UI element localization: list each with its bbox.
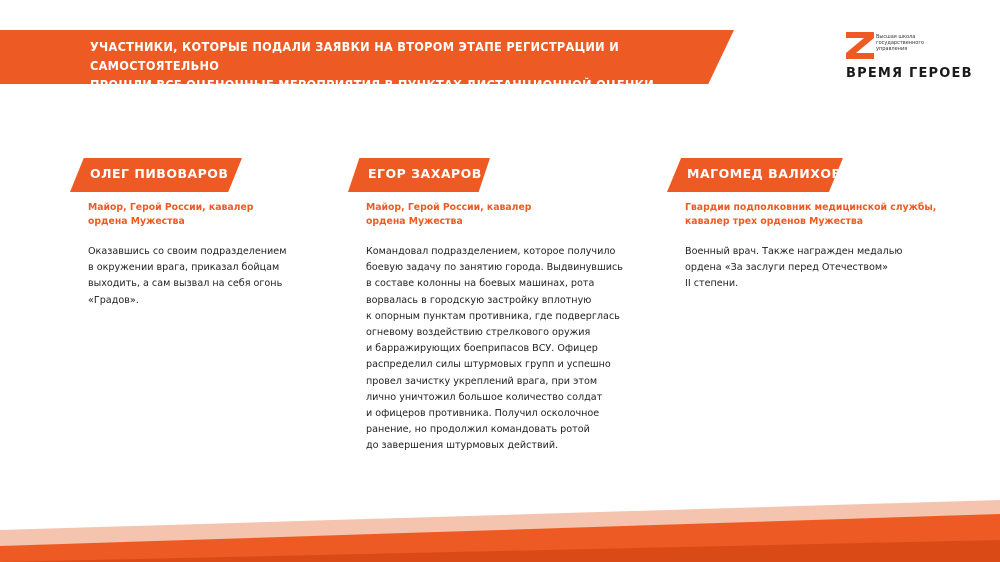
hero-name: МАГОМЕД ВАЛИХОВ	[687, 166, 842, 181]
hero-name: ЕГОР ЗАХАРОВ	[368, 166, 482, 181]
brand-logo	[844, 28, 973, 88]
z-letter-icon	[844, 30, 876, 60]
hero-rank: Майор, Герой России, кавалер ордена Мужества	[88, 202, 254, 227]
hero-description: Военный врач. Также награжден медалью ордена «За заслуги перед Отечеством» II степени.	[685, 246, 903, 290]
page-title	[90, 37, 730, 94]
hero-card-pivovarov	[70, 158, 340, 309]
hero-name-tab	[70, 158, 242, 192]
logo-subtitle: Высшая школа государственного управления	[876, 34, 925, 52]
footer-decoration	[0, 500, 1000, 562]
hero-name: ОЛЕГ ПИВОВАРОВ	[90, 166, 229, 181]
hero-description: Командовал подразделением, которое получило боевую задачу по занятию города. Выдвинувшись в составе колонны на боевых машинах, рота ворвалась в городскую застройку вплотную к опорным пунктам противника, где подверглась огневому воздействию стрелкового оружия и барражирующих боеприпасов ВСУ. Офицер распределил силы штурмовых групп и успешно провел зачистку укреплений врага, при этом лично уничтожил большое количество солдат и офицеров противника. Получил осколочное ранение, но продолжил командовать ротой до завершения штурмовых действий.	[366, 246, 623, 452]
hero-card-zakharov	[348, 158, 648, 455]
hero-description: Оказавшись со своим подразделением в окружении врага, приказал бойцам выходить, а сам вызвал на себя огонь «Градов».	[88, 246, 287, 306]
hero-card-valikhov	[667, 158, 967, 293]
hero-name-tab	[667, 158, 843, 192]
hero-name-tab	[348, 158, 490, 192]
page-title-line-1: УЧАСТНИКИ, КОТОРЫЕ ПОДАЛИ ЗАЯВКИ НА ВТОРОМ ЭТАПЕ РЕГИСТРАЦИИ И САМОСТОЯТЕЛЬНО	[90, 39, 619, 73]
page-title-line-2: ПРОШЛИ ВСЕ ОЦЕНОЧНЫЕ МЕРОПРИЯТИЯ В ПУНКТАХ ДИСТАНЦИОННОЙ ОЦЕНКИ	[90, 77, 655, 92]
logo-name: ВРЕМЯ ГЕРОЕВ	[846, 66, 973, 81]
hero-rank: Майор, Герой России, кавалер ордена Мужества	[366, 202, 532, 227]
hero-rank: Гвардии подполковник медицинской службы, кавалер трех орденов Мужества	[685, 202, 937, 227]
